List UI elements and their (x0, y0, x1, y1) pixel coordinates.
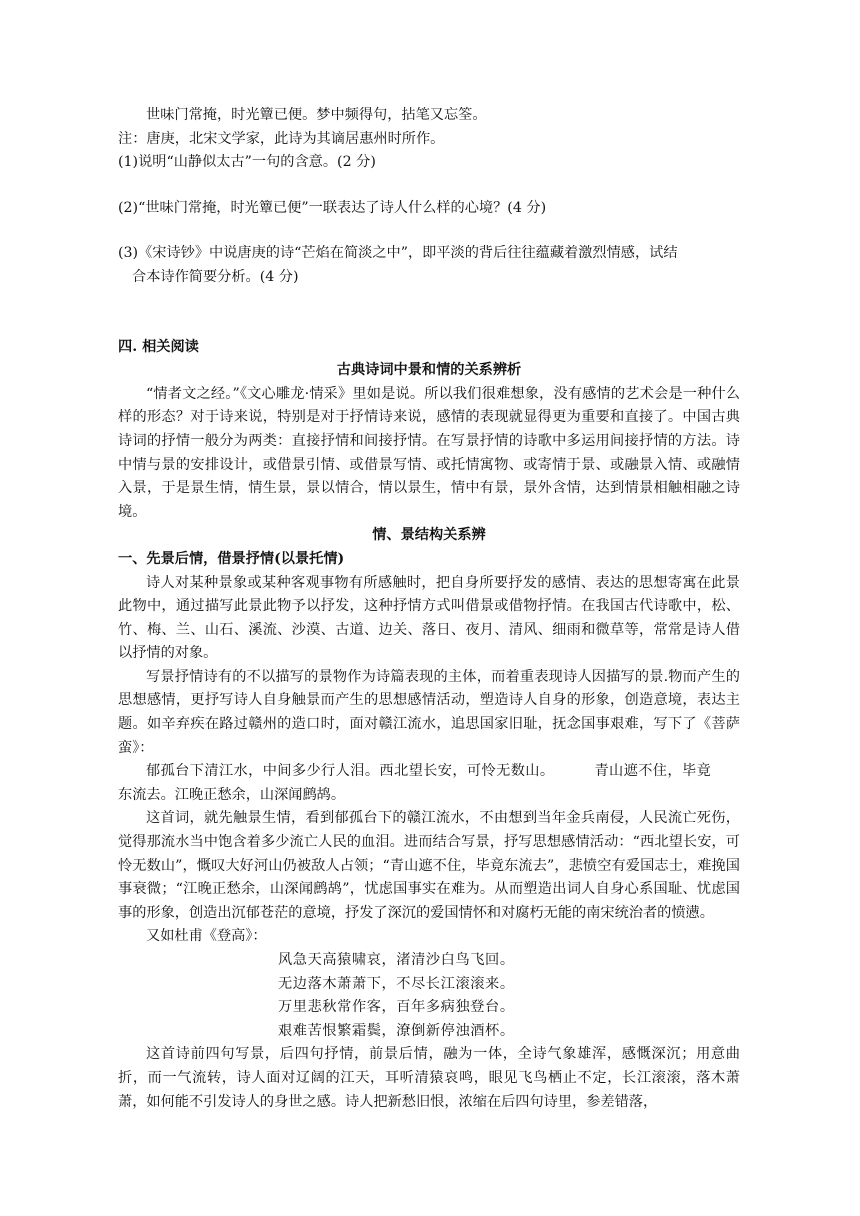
question-3-number: (3) (118, 245, 139, 262)
poem-tail-line: 世味门常掩，时光簟已便。梦中频得句，拈笔又忘筌。 (146, 107, 487, 123)
poem-line: 无边落木萧萧下，不尽长江滚滚来。 (278, 975, 515, 992)
part1-paragraph-3: 这首词，就先触景生情，看到郁孤台下的赣江流水，不由想到当年金兵南侵，人民流亡死伤，觉得那流水当中饱含着多少流亡人民的血泪。进而结合写景，抒写思想感情活动：“西北望长安，可怜无数山”，慨叹大好河山仍被敌人占领；“青山遮不住，毕竟东流去”，悲愤空有爱国志士，难挽国事衰微；“江晚正愁余，山深闻鹧鸪”，忧虑国事实在难为。从而塑造出词人自身心系国耻、忧虑国事的形象，创造出沉郁苍茫的意境，抒发了深沉的爱国情怀和对腐朽无能的南宋统治者的愤懑。 (118, 810, 740, 921)
part1-paragraph-1: 诗人对某种景象或某种客观事物有所感触时，把自身所要抒发的感情、表达的思想寄寓在此景此物中，通过描写此景此物予以抒发，这种抒情方式叫借景或借物抒情。在我国古代诗歌中，松、竹、梅、兰、山石、溪流、沙漠、古道、边关、落日、夜月、清风、细雨和微草等，常常是诗人借以抒情的对象。 (118, 574, 740, 662)
dufu-poem (118, 949, 740, 1043)
answer-space-1 (118, 175, 740, 197)
question-3-text: 《宋诗钞》中说唐庚的诗“芒焰在简淡之中”，即平淡的背后往往蕴藏着激烈情感，试结 (138, 245, 678, 262)
ci-line-1a: 郁孤台下清江水，中间多少行人泪。西北望长安，可怜无数山。 (146, 763, 555, 780)
answer-space-2 (118, 220, 740, 242)
poem-line: 风急天高猿啸哀，渚清沙白鸟飞回。 (278, 952, 515, 968)
answer-space-3 (118, 290, 740, 336)
question-3-continuation: 合本诗作简要分析。(4 分) (132, 268, 299, 285)
part1-paragraph-2: 写景抒情诗有的不以描写的景物作为诗篇表现的主体，而着重表现诗人因描写的景.物而产生的思想感情，更抒写诗人自身触景而产生的思想感情活动，塑造诗人自身的形象，创造意境，表达主题。如辛弃疾在路过赣州的造口时，面对赣江流水，追思国家旧耻，抚念国事艰难，写下了《菩萨蛮》： (118, 668, 740, 756)
section-heading: 四. 相关阅读 (118, 338, 199, 355)
document-page (118, 104, 740, 1114)
ci-line-2: 东流去。江晚正愁余，山深闻鹧鸪。 (118, 786, 346, 803)
part1-paragraph-4: 这首诗前四句写景，后四句抒情，前景后情，融为一体，全诗气象雄浑，感慨深沉；用意曲折，而一气流转，诗人面对辽阔的江天，耳听清猿哀鸣，眼见飞鸟栖止不定，长江滚滚，落木萧萧，如何能不引发诗人的身世之感。诗人把新愁旧恨，浓缩在后四句诗里，参差错落， (118, 1046, 740, 1110)
question-1 (118, 151, 740, 175)
question-1-number: (1) (118, 154, 139, 171)
author-note: 注：唐庚，北宋文学家，此诗为其谪居惠州时所作。 (118, 130, 445, 147)
ci-line-1b: 青山遮不住，毕竟 (594, 763, 712, 780)
intro-paragraph: “情者文之经。”《文心雕龙·情采》里如是说。所以我们很难想象，没有感情的艺术会是一种什么样的形态？对于诗来说，特别是对于抒情诗来说，感情的表现就显得更为重要和直接了。中国古典诗词的抒情一般分为两类：直接抒情和间接抒情。在写景抒情的诗歌中多运用间接抒情的方法。诗中情与景的安排设计，或借景引情、或借景写情、或托情寓物、或寄情于景、或融景入情、或融情入景，于是景生情，情生景，景以情合，情以景生，情中有景，景外含情，达到情景相触相融之诗境。 (118, 385, 740, 520)
question-2-text: “世味门常掩，时光簟已便”一联表达了诗人什么样的心境？(4 分) (138, 199, 547, 216)
poem-line: 万里悲秋常作客，百年多病独登台。 (278, 999, 515, 1016)
article-subtitle: 情、景结构关系辨 (372, 527, 486, 544)
ci-line-1 (118, 760, 740, 784)
part1-heading: 一、先景后情，借景抒情(以景托情) (118, 550, 345, 567)
article-title: 古典诗词中景和情的关系辨析 (336, 362, 522, 379)
dufu-intro: 又如杜甫《登高》： (146, 928, 267, 945)
question-2-number: (2) (118, 199, 139, 216)
question-1-text: 说明“山静似太古”一句的含意。(2 分) (138, 154, 376, 171)
question-2 (118, 197, 740, 221)
poem-line: 艰难苦恨繁霜鬓，潦倒新停浊酒杯。 (278, 1022, 515, 1039)
question-3 (118, 242, 740, 289)
